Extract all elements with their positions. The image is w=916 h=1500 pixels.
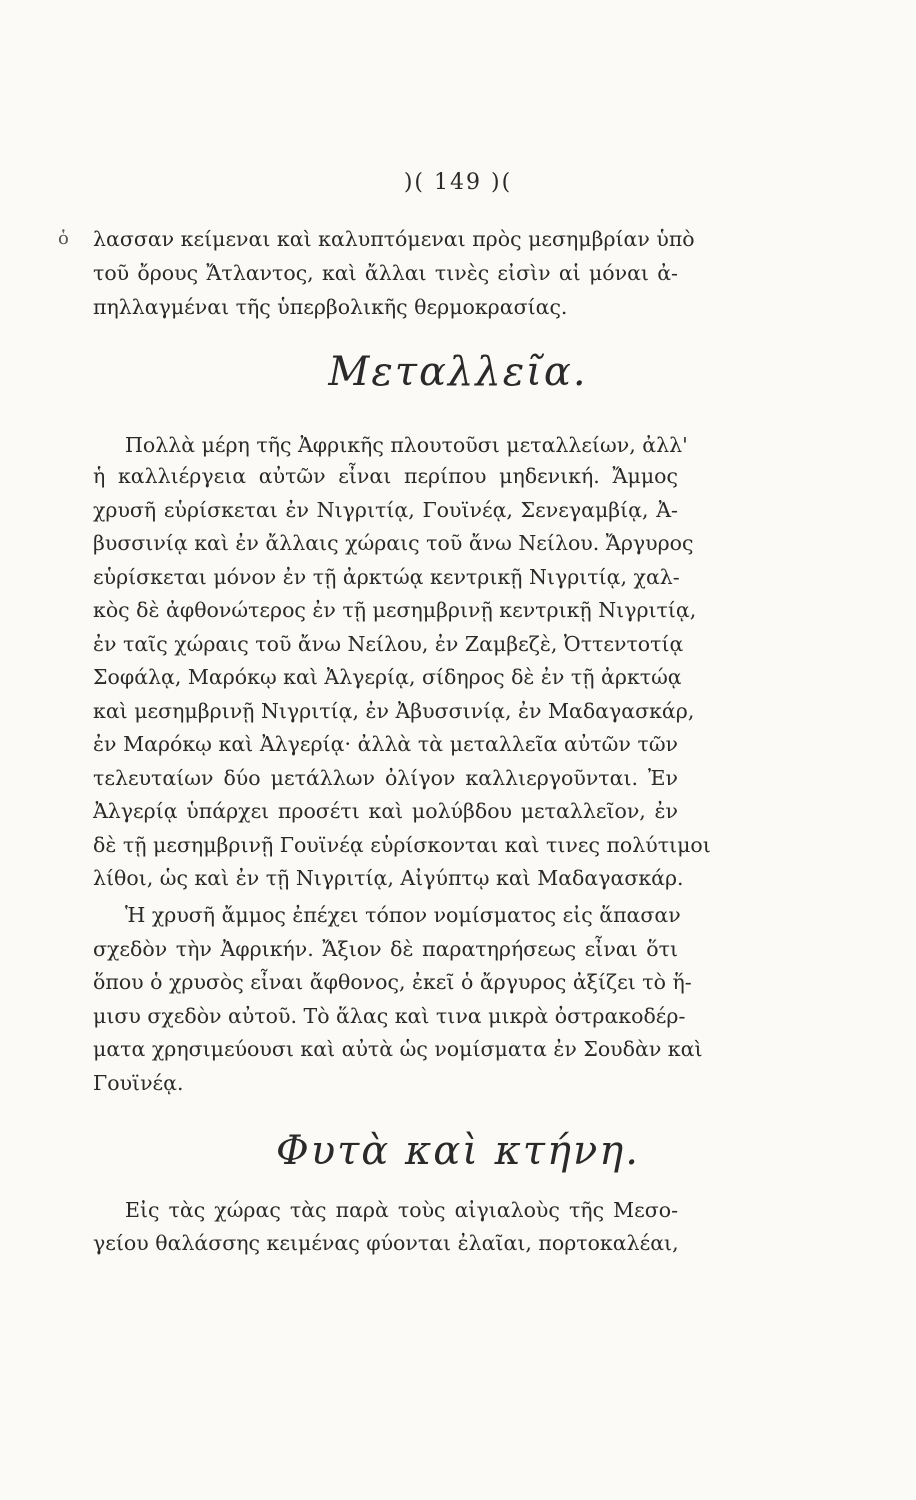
text-line: χρυσῆ εὑρίσκεται ἐν Νιγριτίᾳ, Γουϊνέᾳ, Σενεγαμβίᾳ, Ἀ-	[93, 498, 678, 522]
text-line: γείου θαλάσσης κειμένας φύονται ἐλαῖαι, πορτοκαλέαι,	[93, 1231, 679, 1255]
text-line: κὸς δὲ ἀφθονώτερος ἐν τῇ μεσημβρινῇ κεντρικῇ Νιγριτίᾳ,	[93, 598, 697, 622]
section-heading-plants: Φυτὰ καὶ κτήνη.	[276, 1128, 640, 1174]
text-line: δὲ τῇ μεσημβρινῇ Γουϊνέᾳ εὑρίσκονται καὶ τινες πολύτιμοι	[93, 833, 711, 857]
text-line: Σοφάλᾳ, Μαρόκῳ καὶ Ἀλγερίᾳ, σίδηρος δὲ ἐν τῇ ἀρκτώᾳ	[93, 665, 682, 689]
text-line: καὶ μεσημβρινῇ Νιγριτίᾳ, ἐν Ἀβυσσινίᾳ, ἐν Μαδαγασκάρ,	[93, 699, 695, 723]
text-line: Πολλὰ μέρη τῆς Ἀφρικῆς πλουτοῦσι μεταλλείων, ἀλλ'	[125, 433, 688, 457]
text-line: ἡ καλλιέργεια αὐτῶν εἶναι περίπου μηδενική. Ἄμμος	[93, 464, 678, 488]
text-line: σχεδὸν τὴν Ἀφρικήν. Ἄξιον δὲ παρατηρήσεως εἶναι ὅτι	[93, 937, 678, 961]
text-line: ματα χρησιμεύουσι καὶ αὐτὰ ὡς νομίσματα ἐν Σουδὰν καὶ	[93, 1037, 703, 1061]
text-line: λίθοι, ὡς καὶ ἐν τῇ Νιγριτίᾳ, Αἰγύπτῳ καὶ Μαδαγασκάρ.	[93, 866, 684, 890]
text-line: ὅπου ὁ χρυσὸς εἶναι ἄφθονος, ἐκεῖ ὁ ἄργυρος ἀξίζει τὸ ἥ-	[93, 970, 692, 994]
text-line: Γουϊνέᾳ.	[93, 1071, 184, 1095]
text-line: μισυ σχεδὸν αὐτοῦ. Τὸ ἅλας καὶ τινα μικρὰ ὀστρακοδέρ-	[93, 1004, 686, 1028]
text-line: ἐν Μαρόκῳ καὶ Ἀλγερίᾳ· ἀλλὰ τὰ μεταλλεῖα αὐτῶν τῶν	[93, 732, 678, 756]
text-line: τοῦ ὄρους Ἄτλαντος, καὶ ἄλλαι τινὲς εἰσὶν αἱ μόναι ἀ-	[93, 261, 678, 285]
page-number: )( 149 )(	[403, 170, 513, 195]
margin-mark: ὁ	[58, 228, 69, 249]
text-line: εὑρίσκεται μόνον ἐν τῇ ἀρκτώᾳ κεντρικῇ Νιγριτίᾳ, χαλ-	[93, 565, 680, 589]
text-line: πηλλαγμέναι τῆς ὑπερβολικῆς θερμοκρασίας.	[93, 295, 568, 319]
text-line: τελευταίων δύο μετάλλων ὀλίγον καλλιεργοῦνται. Ἐν	[93, 766, 678, 790]
text-line: Εἰς τὰς χώρας τὰς παρὰ τοὺς αἰγιαλοὺς τῆς Μεσο-	[125, 1198, 678, 1222]
section-heading-metals: Μεταλλεῖα.	[328, 349, 588, 395]
text-line: βυσσινίᾳ καὶ ἐν ἄλλαις χώραις τοῦ ἄνω Νείλου. Ἄργυρος	[93, 531, 694, 555]
text-line: ἐν ταῖς χώραις τοῦ ἄνω Νείλου, ἐν Ζαμβεζὲ, Ὀττεντοτίᾳ	[93, 632, 684, 656]
text-line: λασσαν κείμεναι καὶ καλυπτόμεναι πρὸς μεσημβρίαν ὑπὸ	[93, 227, 695, 251]
text-line: Ἀλγερίᾳ ὑπάρχει προσέτι καὶ μολύβδου μεταλλεῖον, ἐν	[93, 799, 678, 823]
text-line: Ἡ χρυσῆ ἄμμος ἐπέχει τόπον νομίσματος εἰς ἅπασαν	[125, 903, 681, 927]
